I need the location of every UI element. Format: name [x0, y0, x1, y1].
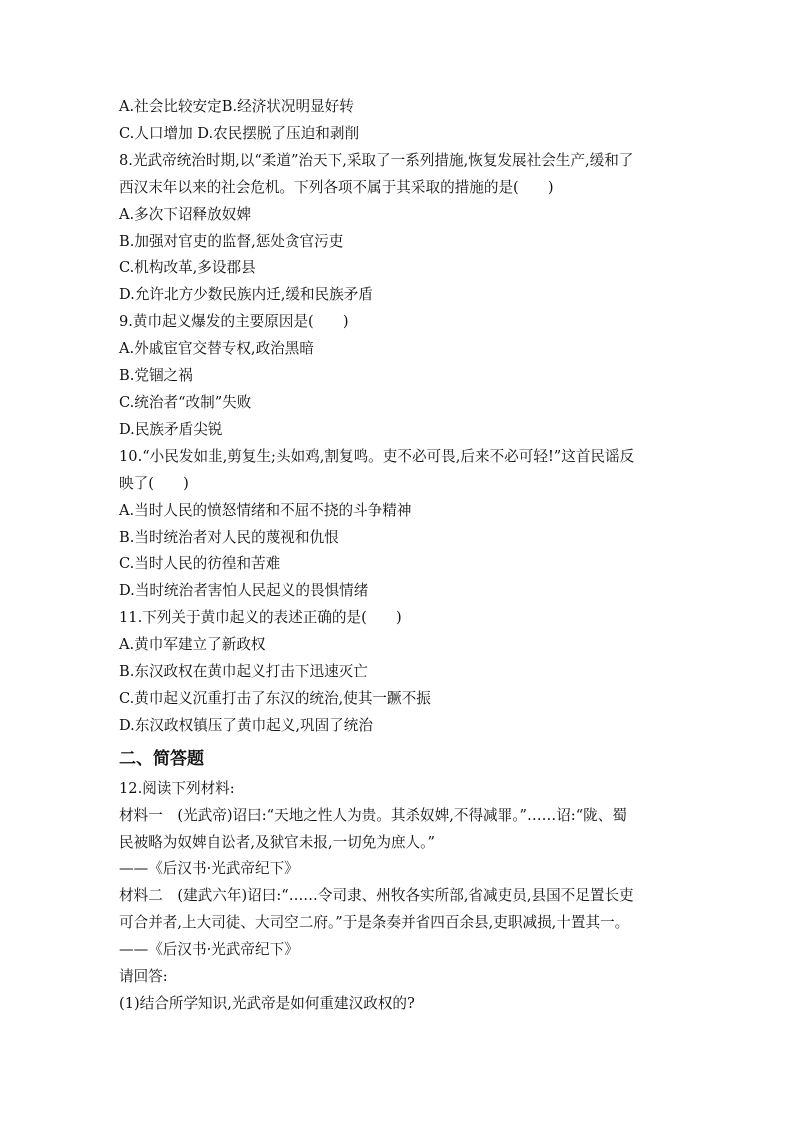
option-10-d: D.当时统治者害怕人民起义的畏惧情绪: [119, 582, 369, 600]
multiple-choice-section: [119, 94, 689, 740]
option-11-c: C.黄巾起义沉重打击了东汉的统治,使其一蹶不振: [119, 689, 431, 707]
option-11-d: D.东汉政权镇压了黄巾起义,巩固了统治: [119, 716, 373, 734]
material-1-source: ——《后汉书·光武帝纪下》: [119, 860, 299, 878]
option-10-c: C.当时人民的彷徨和苦难: [119, 555, 281, 573]
option-7-ab: A.社会比较安定B.经济状况明显好转: [119, 98, 354, 115]
material-1-line-1: 材料一 (光武帝)诏曰:“天地之性人为贵。其杀奴婢,不得减罪。”……诏:“陇、蜀: [119, 806, 627, 824]
option-9-b: B.党锢之祸: [119, 367, 193, 385]
question-12: 12.阅读下列材料:: [119, 779, 235, 797]
option-9-c: C.统治者“改制”失败: [119, 393, 252, 411]
question-8-line-1: 8.光武帝统治时期,以“柔道”治天下,采取了一系列措施,恢复发展社会生产,缓和了: [119, 151, 634, 169]
option-11-a: A.黄巾军建立了新政权: [119, 636, 266, 654]
material-1-line-2: 民被略为奴婢自讼者,及狱官未报,一切免为庶人。”: [119, 833, 435, 851]
question-10-line-1: 10.“小民发如韭,剪复生;头如鸡,割复鸣。吏不必可畏,后来不必可轻!”这首民谣反: [119, 447, 635, 465]
option-8-c: C.机构改革,多设郡县: [119, 259, 256, 277]
question-10-line-2: 映了( ): [119, 474, 189, 492]
option-10-a: A.当时人民的愤怒情绪和不屈不挠的斗争精神: [119, 501, 412, 519]
question-11: 11.下列关于黄巾起义的表述正确的是( ): [119, 609, 402, 627]
material-2-line-1: 材料二 (建武六年)诏曰:“……令司隶、州牧各实所部,省减吏员,县国不足置长吏: [119, 887, 634, 905]
option-8-d: D.允许北方少数民族内迁,缓和民族矛盾: [119, 286, 373, 304]
sub-question-1: (1)结合所学知识,光武帝是如何重建汉政权的?: [119, 995, 415, 1012]
option-11-b: B.东汉政权在黄巾起义打击下迅速灭亡: [119, 663, 368, 681]
answer-prompt: 请回答:: [119, 968, 168, 986]
short-answer-section: [119, 742, 689, 1018]
option-8-b: B.加强对官吏的监督,惩处贪官污吏: [119, 232, 344, 250]
option-9-d: D.民族矛盾尖锐: [119, 420, 223, 438]
document-page: [119, 94, 689, 1018]
option-9-a: A.外戚宦官交替专权,政治黑暗: [119, 340, 314, 358]
question-9: 9.黄巾起义爆发的主要原因是( ): [119, 313, 349, 331]
question-8-line-2: 西汉末年以来的社会危机。下列各项不属于其采取的措施的是( ): [119, 178, 554, 196]
option-10-b: B.当时统治者对人民的蔑视和仇恨: [119, 528, 339, 546]
material-2-line-2: 可合并者,上大司徒、大司空二府。”于是条奏并省四百余县,吏职减损,十置其一。: [119, 914, 630, 932]
material-2-source: ——《后汉书·光武帝纪下》: [119, 941, 299, 959]
section-heading: 二、简答题: [119, 748, 204, 769]
option-7-cd: C.人口增加 D.农民摆脱了压迫和剥削: [119, 124, 360, 142]
option-8-a: A.多次下诏释放奴婢: [119, 205, 251, 223]
